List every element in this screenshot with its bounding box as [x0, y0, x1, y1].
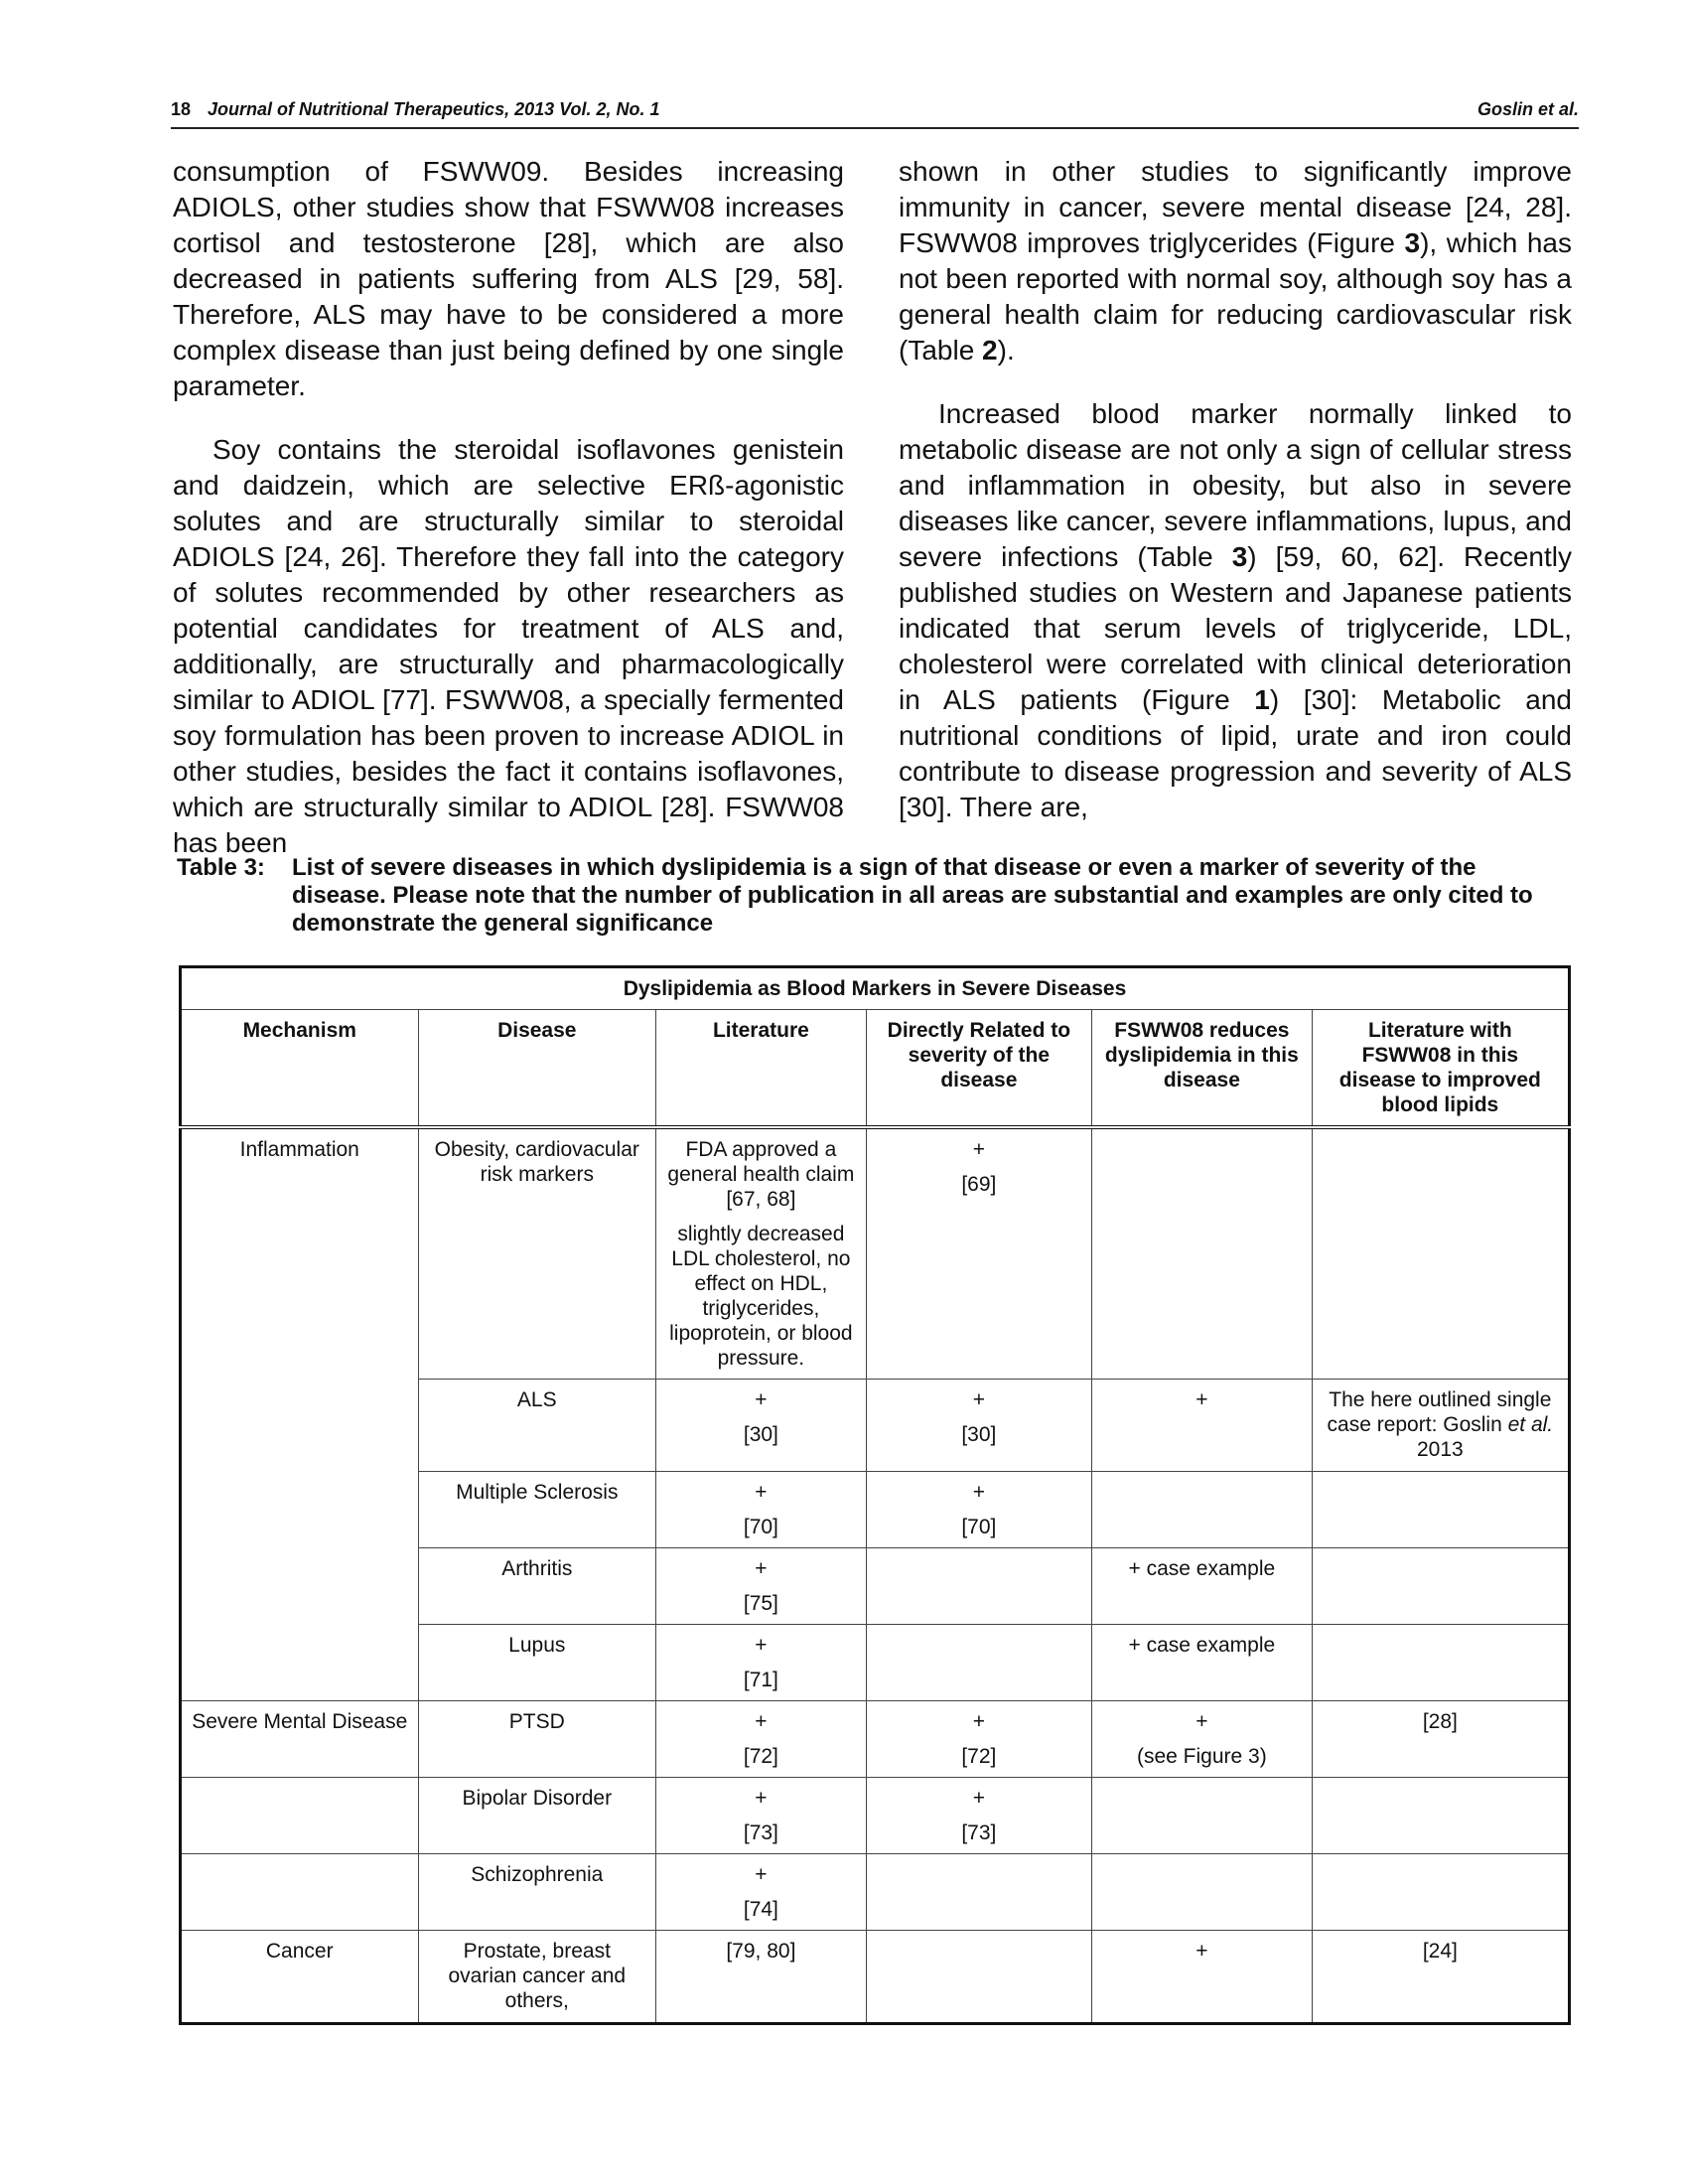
plus-sign: + [755, 1388, 768, 1411]
table-ref: 2 [982, 335, 998, 365]
fsww-cell [1092, 1854, 1313, 1931]
fsww-cell [1092, 1472, 1313, 1548]
dyslipidemia-table [179, 965, 1571, 2025]
mechanism-cell: Cancer [181, 1931, 419, 2024]
table-header-row [181, 1010, 1570, 1128]
table-title: Dyslipidemia as Blood Markers in Severe Diseases [181, 967, 1570, 1010]
plus-sign: + [755, 1557, 768, 1580]
plus-sign: + [972, 1787, 985, 1810]
right-column [899, 154, 1572, 853]
fsww-literature-cell [1312, 1854, 1569, 1931]
header-left [171, 99, 659, 120]
fsww-literature-cell [1312, 1778, 1569, 1854]
mechanism-cell [181, 1778, 419, 1854]
plus-sign: + [755, 1481, 768, 1504]
reference: [73] [961, 1821, 997, 1844]
literature-cell [656, 1127, 867, 1380]
plus-sign: + [755, 1787, 768, 1810]
reference: [72] [743, 1745, 778, 1768]
fsww-literature-cell [1312, 1548, 1569, 1625]
fsww-cell [1092, 1127, 1313, 1380]
disease-cell: PTSD [418, 1701, 656, 1778]
table-caption-label: Table 3: [177, 854, 265, 881]
disease-cell: Obesity, cardiovacular risk markers [418, 1127, 656, 1380]
disease-cell: Lupus [418, 1625, 656, 1701]
disease-cell: ALS [418, 1380, 656, 1472]
text-run: ) [30]: Metabolic and nutritional conditions of lipid, urate and iron could contribute to disease progression and severity of ALS [30]. There are, [899, 684, 1573, 822]
fsww-cell: + case example [1092, 1625, 1313, 1701]
reference: [71] [743, 1669, 778, 1691]
column-header: Literature with FSWW08 in this disease to improved blood lipids [1312, 1010, 1569, 1128]
literature-cell [656, 1625, 867, 1701]
literature-note: slightly decreased LDL cholesterol, no effect on HDL, triglycerides, lipoprotein, or blood pressure. [669, 1223, 853, 1370]
left-column [173, 154, 844, 889]
fsww-literature-cell [1312, 1380, 1569, 1472]
figure-ref: 1 [1254, 684, 1270, 715]
plus-sign: + [972, 1388, 985, 1411]
fsww-cell: + [1092, 1931, 1313, 2024]
column-header: Disease [418, 1010, 656, 1128]
table-row [181, 1127, 1570, 1380]
direct-cell [866, 1778, 1091, 1854]
direct-cell [866, 1127, 1091, 1380]
column-header: Mechanism [181, 1010, 419, 1128]
literature-cell [656, 1380, 867, 1472]
running-header [171, 95, 1579, 129]
literature-cell [656, 1472, 867, 1548]
fsww-literature-cell [1312, 1127, 1569, 1380]
table-row [181, 1701, 1570, 1778]
direct-cell [866, 1472, 1091, 1548]
table-caption [177, 854, 1569, 938]
literature-note: FDA approved a general health claim [67, 68] [667, 1138, 855, 1211]
page-number: 18 [171, 99, 192, 119]
fsww-cell [1092, 1701, 1313, 1778]
et-al: et al. [1507, 1413, 1554, 1436]
column-header: FSWW08 reduces dyslipidemia in this disease [1092, 1010, 1313, 1128]
fsww-cell: + [1092, 1380, 1313, 1472]
fsww-cell: + case example [1092, 1548, 1313, 1625]
table-caption-text: List of severe diseases in which dyslipidemia is a sign of that disease or even a marker of severity of the disease. Please note that the number of publication in all areas are substantial and examples are only cited to demonstrate the general significance [292, 854, 1533, 937]
plus-sign: + [972, 1481, 985, 1504]
plus-sign: + [755, 1634, 768, 1657]
mechanism-cell: Severe Mental Disease [181, 1701, 419, 1778]
table-ref: 3 [1231, 541, 1248, 572]
text-run: 2013 [1416, 1438, 1464, 1461]
disease-cell: Bipolar Disorder [418, 1778, 656, 1854]
table-row [181, 1778, 1570, 1854]
text-run: ). [997, 335, 1015, 365]
plus-sign: + [1195, 1710, 1208, 1733]
table-row [181, 1931, 1570, 2024]
fsww-literature-cell [1312, 1625, 1569, 1701]
text-run: ), which has not been reported with normal soy, although soy has a general health claim for reducing cardiovascular risk (Table [899, 227, 1572, 365]
mechanism-cell: Inflammation [181, 1127, 419, 1701]
disease-cell: Arthritis [418, 1548, 656, 1625]
fsww-cell [1092, 1778, 1313, 1854]
text-run: ) [59, 60, 62]. Recently published studies on Western and Japanese patients indicated that serum levels of triglyceride, LDL, cholesterol were correlated with clinical deterioration in ALS patients (Figure [899, 541, 1572, 715]
right-paragraph-2 [899, 396, 1572, 825]
direct-cell [866, 1701, 1091, 1778]
column-header: Literature [656, 1010, 867, 1128]
reference: [74] [743, 1898, 778, 1921]
plus-sign: + [972, 1138, 985, 1161]
mechanism-cell [181, 1854, 419, 1931]
reference: [30] [961, 1423, 997, 1446]
fsww-literature-cell: [24] [1312, 1931, 1569, 2024]
direct-cell [866, 1380, 1091, 1472]
direct-cell [866, 1548, 1091, 1625]
reference: [70] [743, 1516, 778, 1538]
fsww-literature-cell: [28] [1312, 1701, 1569, 1778]
reference: [75] [743, 1592, 778, 1615]
disease-cell: Multiple Sclerosis [418, 1472, 656, 1548]
plus-sign: + [755, 1863, 768, 1886]
disease-cell: Prostate, breast ovarian cancer and others, [418, 1931, 656, 2024]
reference: [70] [961, 1516, 997, 1538]
left-paragraph-2: Soy contains the steroidal isoflavones genistein and daidzein, which are selective ERß-agonistic solutes and are structurally similar to steroidal ADIOLS [24, 26]. Therefore they fall into the category of solutes recommended by other researchers as potential candidates for treatment of ALS and, additionally, are structurally and pharmacologically similar to ADIOL [77]. FSWW08, a specially fermented soy formulation has been proven to increase ADIOL in other studies, besides the fact it contains isoflavones, which are structurally similar to ADIOL [28]. FSWW08 has been [173, 434, 844, 858]
literature-cell [656, 1548, 867, 1625]
fsww-literature-cell [1312, 1472, 1569, 1548]
direct-cell [866, 1931, 1091, 2024]
text-run: The here outlined single case report: Goslin [1327, 1388, 1552, 1436]
reference: [72] [961, 1745, 997, 1768]
literature-cell [656, 1701, 867, 1778]
reference: [73] [743, 1821, 778, 1844]
reference: [69] [961, 1173, 997, 1196]
text-run: shown in other studies to significantly improve immunity in cancer, severe mental disease [24, 28]. FSWW08 improves triglycerides (Figure [899, 156, 1572, 258]
literature-cell: [79, 80] [656, 1931, 867, 2024]
journal-title: Journal of Nutritional Therapeutics, 2013 Vol. 2, No. 1 [208, 99, 660, 119]
reference: [30] [743, 1423, 778, 1446]
header-authors: Goslin et al. [1476, 99, 1579, 119]
reference: (see Figure 3) [1137, 1745, 1267, 1768]
plus-sign: + [972, 1710, 985, 1733]
literature-cell [656, 1854, 867, 1931]
left-paragraph-1: consumption of FSWW09. Besides increasing ADIOLS, other studies show that FSWW08 increases cortisol and testosterone [28], which are also decreased in patients suffering from ALS [29, 58]. Therefore, ALS may have to be considered a more complex disease than just being defined by one single parameter. [173, 156, 844, 401]
figure-ref: 3 [1404, 227, 1421, 258]
disease-cell: Schizophrenia [418, 1854, 656, 1931]
text-run: Increased blood marker normally linked to metabolic disease are not only a sign of cellular stress and inflammation in obesity, but also in severe diseases like cancer, severe inflammations, lupus, and severe infections (Table [899, 398, 1572, 572]
table-title-row [181, 967, 1570, 1010]
plus-sign: + [755, 1710, 768, 1733]
literature-cell [656, 1778, 867, 1854]
right-paragraph-1 [899, 154, 1572, 368]
direct-cell [866, 1625, 1091, 1701]
direct-cell [866, 1854, 1091, 1931]
table-row [181, 1854, 1570, 1931]
column-header: Directly Related to severity of the disease [866, 1010, 1091, 1128]
